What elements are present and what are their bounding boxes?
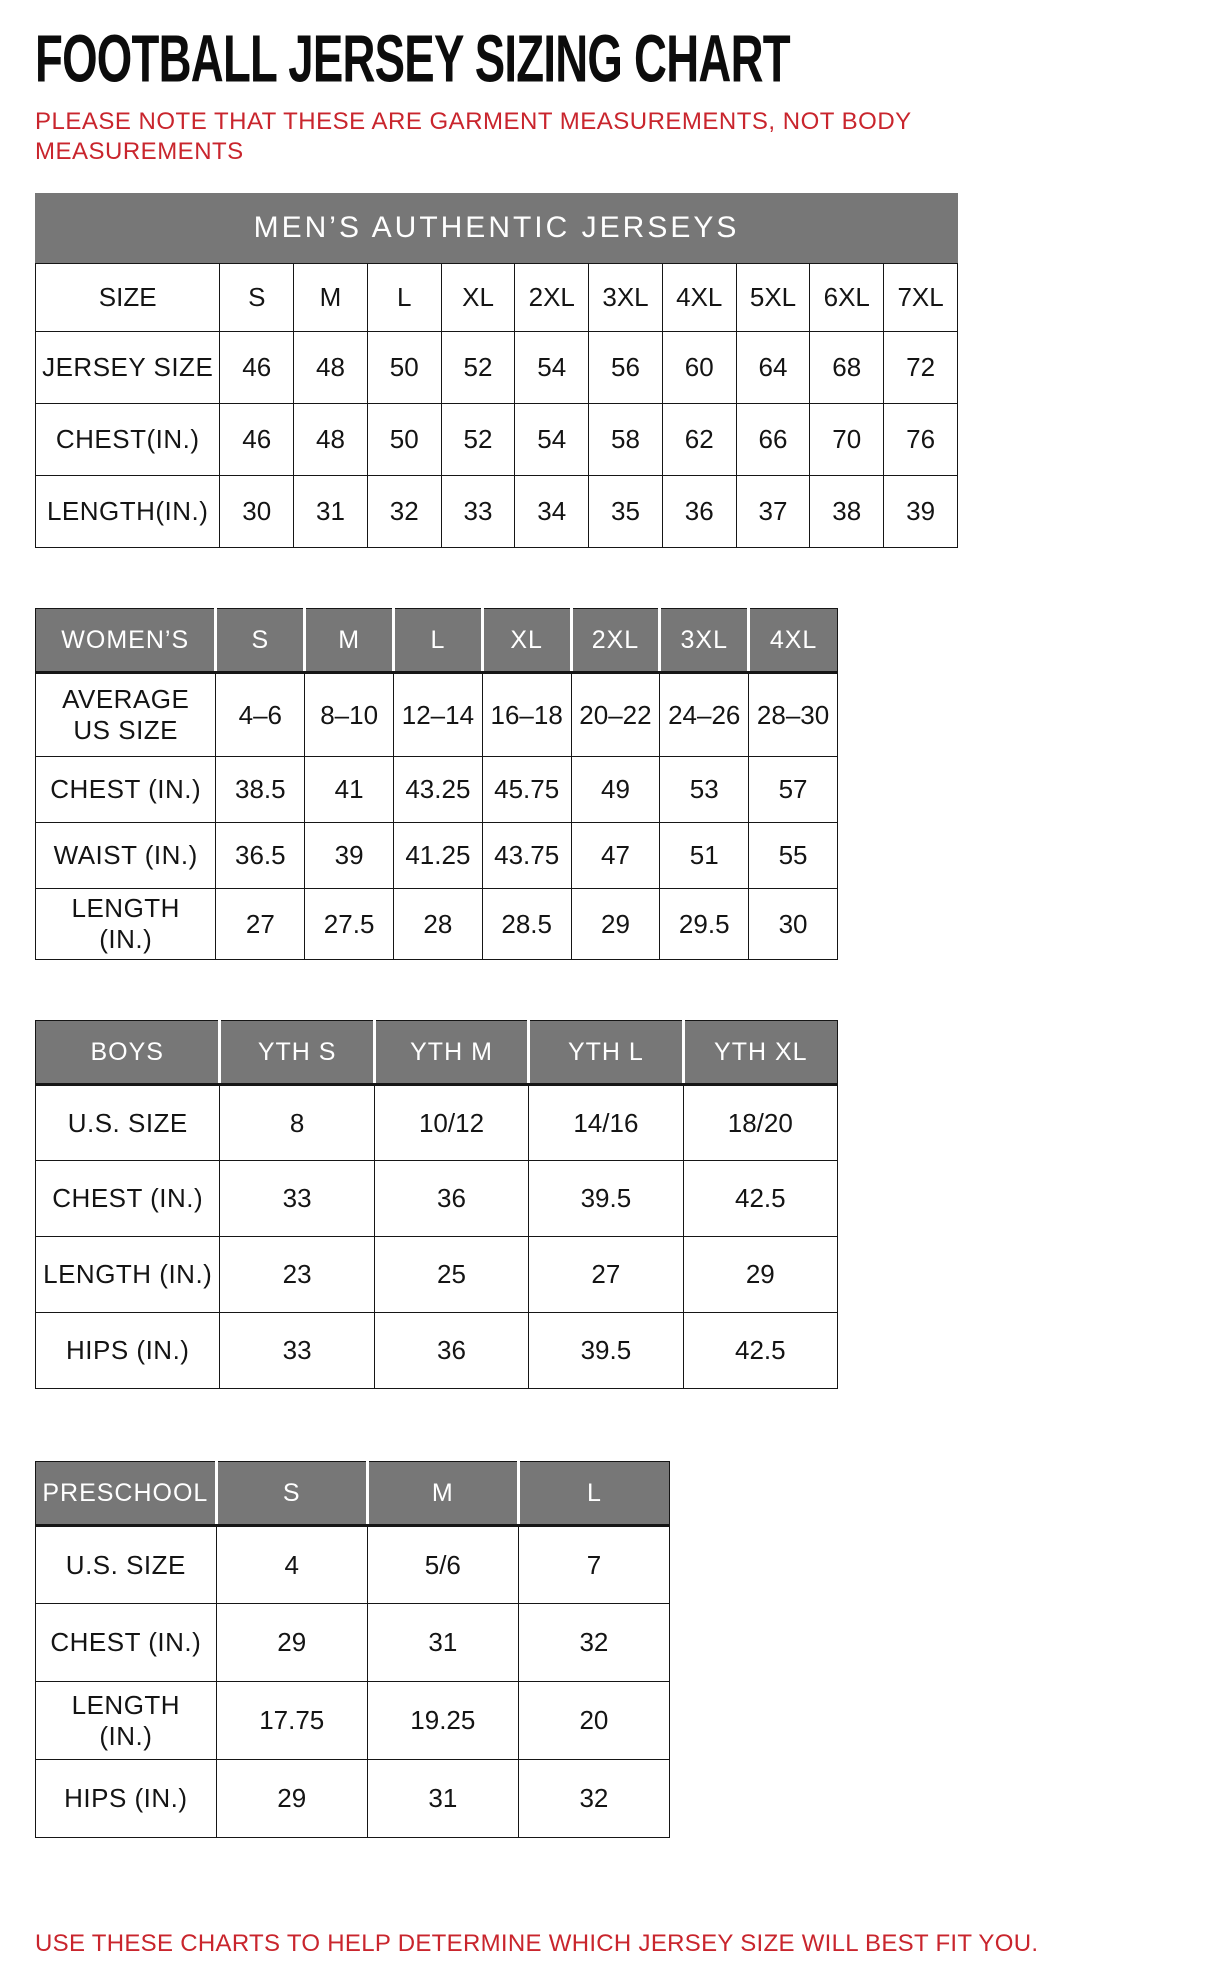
mens-value-cell: 64 xyxy=(736,332,810,404)
womens-header-row xyxy=(36,609,838,673)
page-title: FOOTBALL JERSEY SIZING CHART xyxy=(35,20,790,97)
boys-column-header: YTH M xyxy=(374,1021,528,1085)
mens-row-label: LENGTH(IN.) xyxy=(36,476,220,548)
mens-column-header: 5XL xyxy=(736,264,810,332)
womens-column-header: L xyxy=(394,609,483,673)
boys-value-cell: 27 xyxy=(529,1237,683,1313)
mens-value-cell: 31 xyxy=(294,476,368,548)
womens-value-cell: 47 xyxy=(571,823,660,889)
mens-column-header: S xyxy=(220,264,294,332)
mens-column-header: 4XL xyxy=(662,264,736,332)
womens-value-cell: 36.5 xyxy=(216,823,305,889)
womens-column-header: XL xyxy=(482,609,571,673)
mens-value-cell: 32 xyxy=(367,476,441,548)
preschool-value-cell: 20 xyxy=(518,1682,669,1760)
mens-value-cell: 34 xyxy=(515,476,589,548)
womens-column-header: M xyxy=(305,609,394,673)
boys-value-cell: 33 xyxy=(220,1161,374,1237)
boys-row-label: CHEST (IN.) xyxy=(36,1161,220,1237)
mens-row-label-header: SIZE xyxy=(36,264,220,332)
mens-value-cell: 58 xyxy=(589,404,663,476)
mens-column-header: 3XL xyxy=(589,264,663,332)
womens-value-cell: 30 xyxy=(749,889,838,960)
preschool-value-cell: 29 xyxy=(216,1760,367,1838)
mens-value-cell: 60 xyxy=(662,332,736,404)
mens-value-cell: 33 xyxy=(441,476,515,548)
womens-row-label: AVERAGE US SIZE xyxy=(36,673,216,757)
mens-grid xyxy=(35,263,958,548)
preschool-row-label-header: PRESCHOOL xyxy=(36,1462,217,1526)
mens-row-label: CHEST(IN.) xyxy=(36,404,220,476)
preschool-value-cell: 29 xyxy=(216,1604,367,1682)
boys-grid xyxy=(35,1020,838,1389)
womens-value-cell: 49 xyxy=(571,757,660,823)
boys-column-header: YTH L xyxy=(529,1021,683,1085)
boys-header-row xyxy=(36,1021,838,1085)
mens-value-cell: 50 xyxy=(367,332,441,404)
womens-row-label-header: WOMEN’S xyxy=(36,609,216,673)
boys-table-row xyxy=(36,1237,838,1313)
mens-value-cell: 30 xyxy=(220,476,294,548)
womens-table-row xyxy=(36,673,838,757)
womens-row-label: CHEST (IN.) xyxy=(36,757,216,823)
boys-value-cell: 42.5 xyxy=(683,1313,837,1389)
preschool-column-header: L xyxy=(518,1462,669,1526)
mens-value-cell: 48 xyxy=(294,332,368,404)
preschool-table-row xyxy=(36,1760,670,1838)
boys-row-label: LENGTH (IN.) xyxy=(36,1237,220,1313)
mens-column-header: 2XL xyxy=(515,264,589,332)
boys-value-cell: 8 xyxy=(220,1085,374,1161)
boys-sizing-table xyxy=(35,1020,1220,1389)
boys-row-label: U.S. SIZE xyxy=(36,1085,220,1161)
womens-column-header: 4XL xyxy=(749,609,838,673)
preschool-row-label: CHEST (IN.) xyxy=(36,1604,217,1682)
preschool-column-header: M xyxy=(367,1462,518,1526)
mens-column-header: 7XL xyxy=(884,264,958,332)
womens-table-row xyxy=(36,889,838,960)
mens-column-header: 6XL xyxy=(810,264,884,332)
mens-value-cell: 76 xyxy=(884,404,958,476)
womens-value-cell: 28.5 xyxy=(482,889,571,960)
womens-sizing-table xyxy=(35,608,1220,960)
womens-value-cell: 27.5 xyxy=(305,889,394,960)
preschool-value-cell: 7 xyxy=(518,1526,669,1604)
mens-column-header: M xyxy=(294,264,368,332)
mens-value-cell: 66 xyxy=(736,404,810,476)
preschool-sizing-section xyxy=(35,1461,1220,1838)
boys-value-cell: 36 xyxy=(374,1161,528,1237)
boys-value-cell: 39.5 xyxy=(529,1161,683,1237)
boys-column-header: YTH S xyxy=(220,1021,374,1085)
womens-row-label: WAIST (IN.) xyxy=(36,823,216,889)
mens-table-row xyxy=(36,476,958,548)
boys-value-cell: 39.5 xyxy=(529,1313,683,1389)
preschool-value-cell: 32 xyxy=(518,1604,669,1682)
mens-table-row xyxy=(36,404,958,476)
mens-authentic-jerseys-section xyxy=(35,193,1220,548)
boys-value-cell: 33 xyxy=(220,1313,374,1389)
preschool-value-cell: 4 xyxy=(216,1526,367,1604)
preschool-value-cell: 32 xyxy=(518,1760,669,1838)
womens-value-cell: 57 xyxy=(749,757,838,823)
womens-value-cell: 41.25 xyxy=(394,823,483,889)
mens-column-header: XL xyxy=(441,264,515,332)
mens-value-cell: 56 xyxy=(589,332,663,404)
mens-value-cell: 38 xyxy=(810,476,884,548)
womens-column-header: 2XL xyxy=(571,609,660,673)
boys-column-header: YTH XL xyxy=(683,1021,837,1085)
boys-value-cell: 18/20 xyxy=(683,1085,837,1161)
womens-value-cell: 43.75 xyxy=(482,823,571,889)
preschool-table-row xyxy=(36,1604,670,1682)
womens-value-cell: 29 xyxy=(571,889,660,960)
womens-table-row xyxy=(36,823,838,889)
boys-table-row xyxy=(36,1313,838,1389)
mens-value-cell: 37 xyxy=(736,476,810,548)
womens-value-cell: 27 xyxy=(216,889,305,960)
preschool-row-label: HIPS (IN.) xyxy=(36,1760,217,1838)
mens-value-cell: 46 xyxy=(220,404,294,476)
mens-value-cell: 50 xyxy=(367,404,441,476)
preschool-row-label: U.S. SIZE xyxy=(36,1526,217,1604)
womens-value-cell: 28–30 xyxy=(749,673,838,757)
mens-value-cell: 35 xyxy=(589,476,663,548)
mens-value-cell: 54 xyxy=(515,404,589,476)
preschool-table-row xyxy=(36,1526,670,1604)
boys-row-label: HIPS (IN.) xyxy=(36,1313,220,1389)
mens-value-cell: 48 xyxy=(294,404,368,476)
mens-value-cell: 36 xyxy=(662,476,736,548)
mens-value-cell: 54 xyxy=(515,332,589,404)
womens-value-cell: 24–26 xyxy=(660,673,749,757)
womens-value-cell: 45.75 xyxy=(482,757,571,823)
boys-value-cell: 14/16 xyxy=(529,1085,683,1161)
preschool-value-cell: 31 xyxy=(367,1604,518,1682)
fit-advice-footer: USE THESE CHARTS TO HELP DETERMINE WHICH JERSEY SIZE WILL BEST FIT YOU. xyxy=(35,1930,1039,1957)
womens-value-cell: 51 xyxy=(660,823,749,889)
garment-measurements-note: PLEASE NOTE THAT THESE ARE GARMENT MEASUREMENTS, NOT BODY MEASUREMENTS xyxy=(35,108,912,165)
mens-value-cell: 52 xyxy=(441,404,515,476)
womens-table-row xyxy=(36,757,838,823)
boys-value-cell: 42.5 xyxy=(683,1161,837,1237)
womens-value-cell: 55 xyxy=(749,823,838,889)
womens-column-header: S xyxy=(216,609,305,673)
boys-value-cell: 36 xyxy=(374,1313,528,1389)
mens-sizing-table xyxy=(35,263,1220,548)
preschool-value-cell: 17.75 xyxy=(216,1682,367,1760)
boys-value-cell: 29 xyxy=(683,1237,837,1313)
mens-table-row xyxy=(36,332,958,404)
womens-sizing-section xyxy=(35,608,1220,960)
boys-row-label-header: BOYS xyxy=(36,1021,220,1085)
womens-column-header: 3XL xyxy=(660,609,749,673)
mens-value-cell: 68 xyxy=(810,332,884,404)
womens-value-cell: 41 xyxy=(305,757,394,823)
mens-row-label: JERSEY SIZE xyxy=(36,332,220,404)
preschool-value-cell: 5/6 xyxy=(367,1526,518,1604)
womens-value-cell: 39 xyxy=(305,823,394,889)
preschool-column-header: S xyxy=(216,1462,367,1526)
preschool-value-cell: 31 xyxy=(367,1760,518,1838)
womens-value-cell: 8–10 xyxy=(305,673,394,757)
preschool-sizing-table xyxy=(35,1461,1220,1838)
mens-value-cell: 46 xyxy=(220,332,294,404)
womens-value-cell: 53 xyxy=(660,757,749,823)
boys-sizing-section xyxy=(35,1020,1220,1389)
mens-value-cell: 72 xyxy=(884,332,958,404)
preschool-row-label: LENGTH (IN.) xyxy=(36,1682,217,1760)
womens-value-cell: 43.25 xyxy=(394,757,483,823)
womens-value-cell: 29.5 xyxy=(660,889,749,960)
mens-table-banner: MEN’S AUTHENTIC JERSEYS xyxy=(35,193,958,263)
boys-value-cell: 25 xyxy=(374,1237,528,1313)
boys-table-row xyxy=(36,1085,838,1161)
mens-value-cell: 39 xyxy=(884,476,958,548)
womens-value-cell: 16–18 xyxy=(482,673,571,757)
mens-header-row xyxy=(36,264,958,332)
womens-value-cell: 38.5 xyxy=(216,757,305,823)
womens-value-cell: 28 xyxy=(394,889,483,960)
womens-value-cell: 20–22 xyxy=(571,673,660,757)
mens-value-cell: 52 xyxy=(441,332,515,404)
womens-value-cell: 12–14 xyxy=(394,673,483,757)
boys-value-cell: 10/12 xyxy=(374,1085,528,1161)
preschool-grid xyxy=(35,1461,670,1838)
mens-column-header: L xyxy=(367,264,441,332)
preschool-value-cell: 19.25 xyxy=(367,1682,518,1760)
womens-row-label: LENGTH (IN.) xyxy=(36,889,216,960)
boys-value-cell: 23 xyxy=(220,1237,374,1313)
womens-grid xyxy=(35,608,838,960)
preschool-table-row xyxy=(36,1682,670,1760)
mens-value-cell: 62 xyxy=(662,404,736,476)
womens-value-cell: 4–6 xyxy=(216,673,305,757)
boys-table-row xyxy=(36,1161,838,1237)
preschool-header-row xyxy=(36,1462,670,1526)
mens-value-cell: 70 xyxy=(810,404,884,476)
